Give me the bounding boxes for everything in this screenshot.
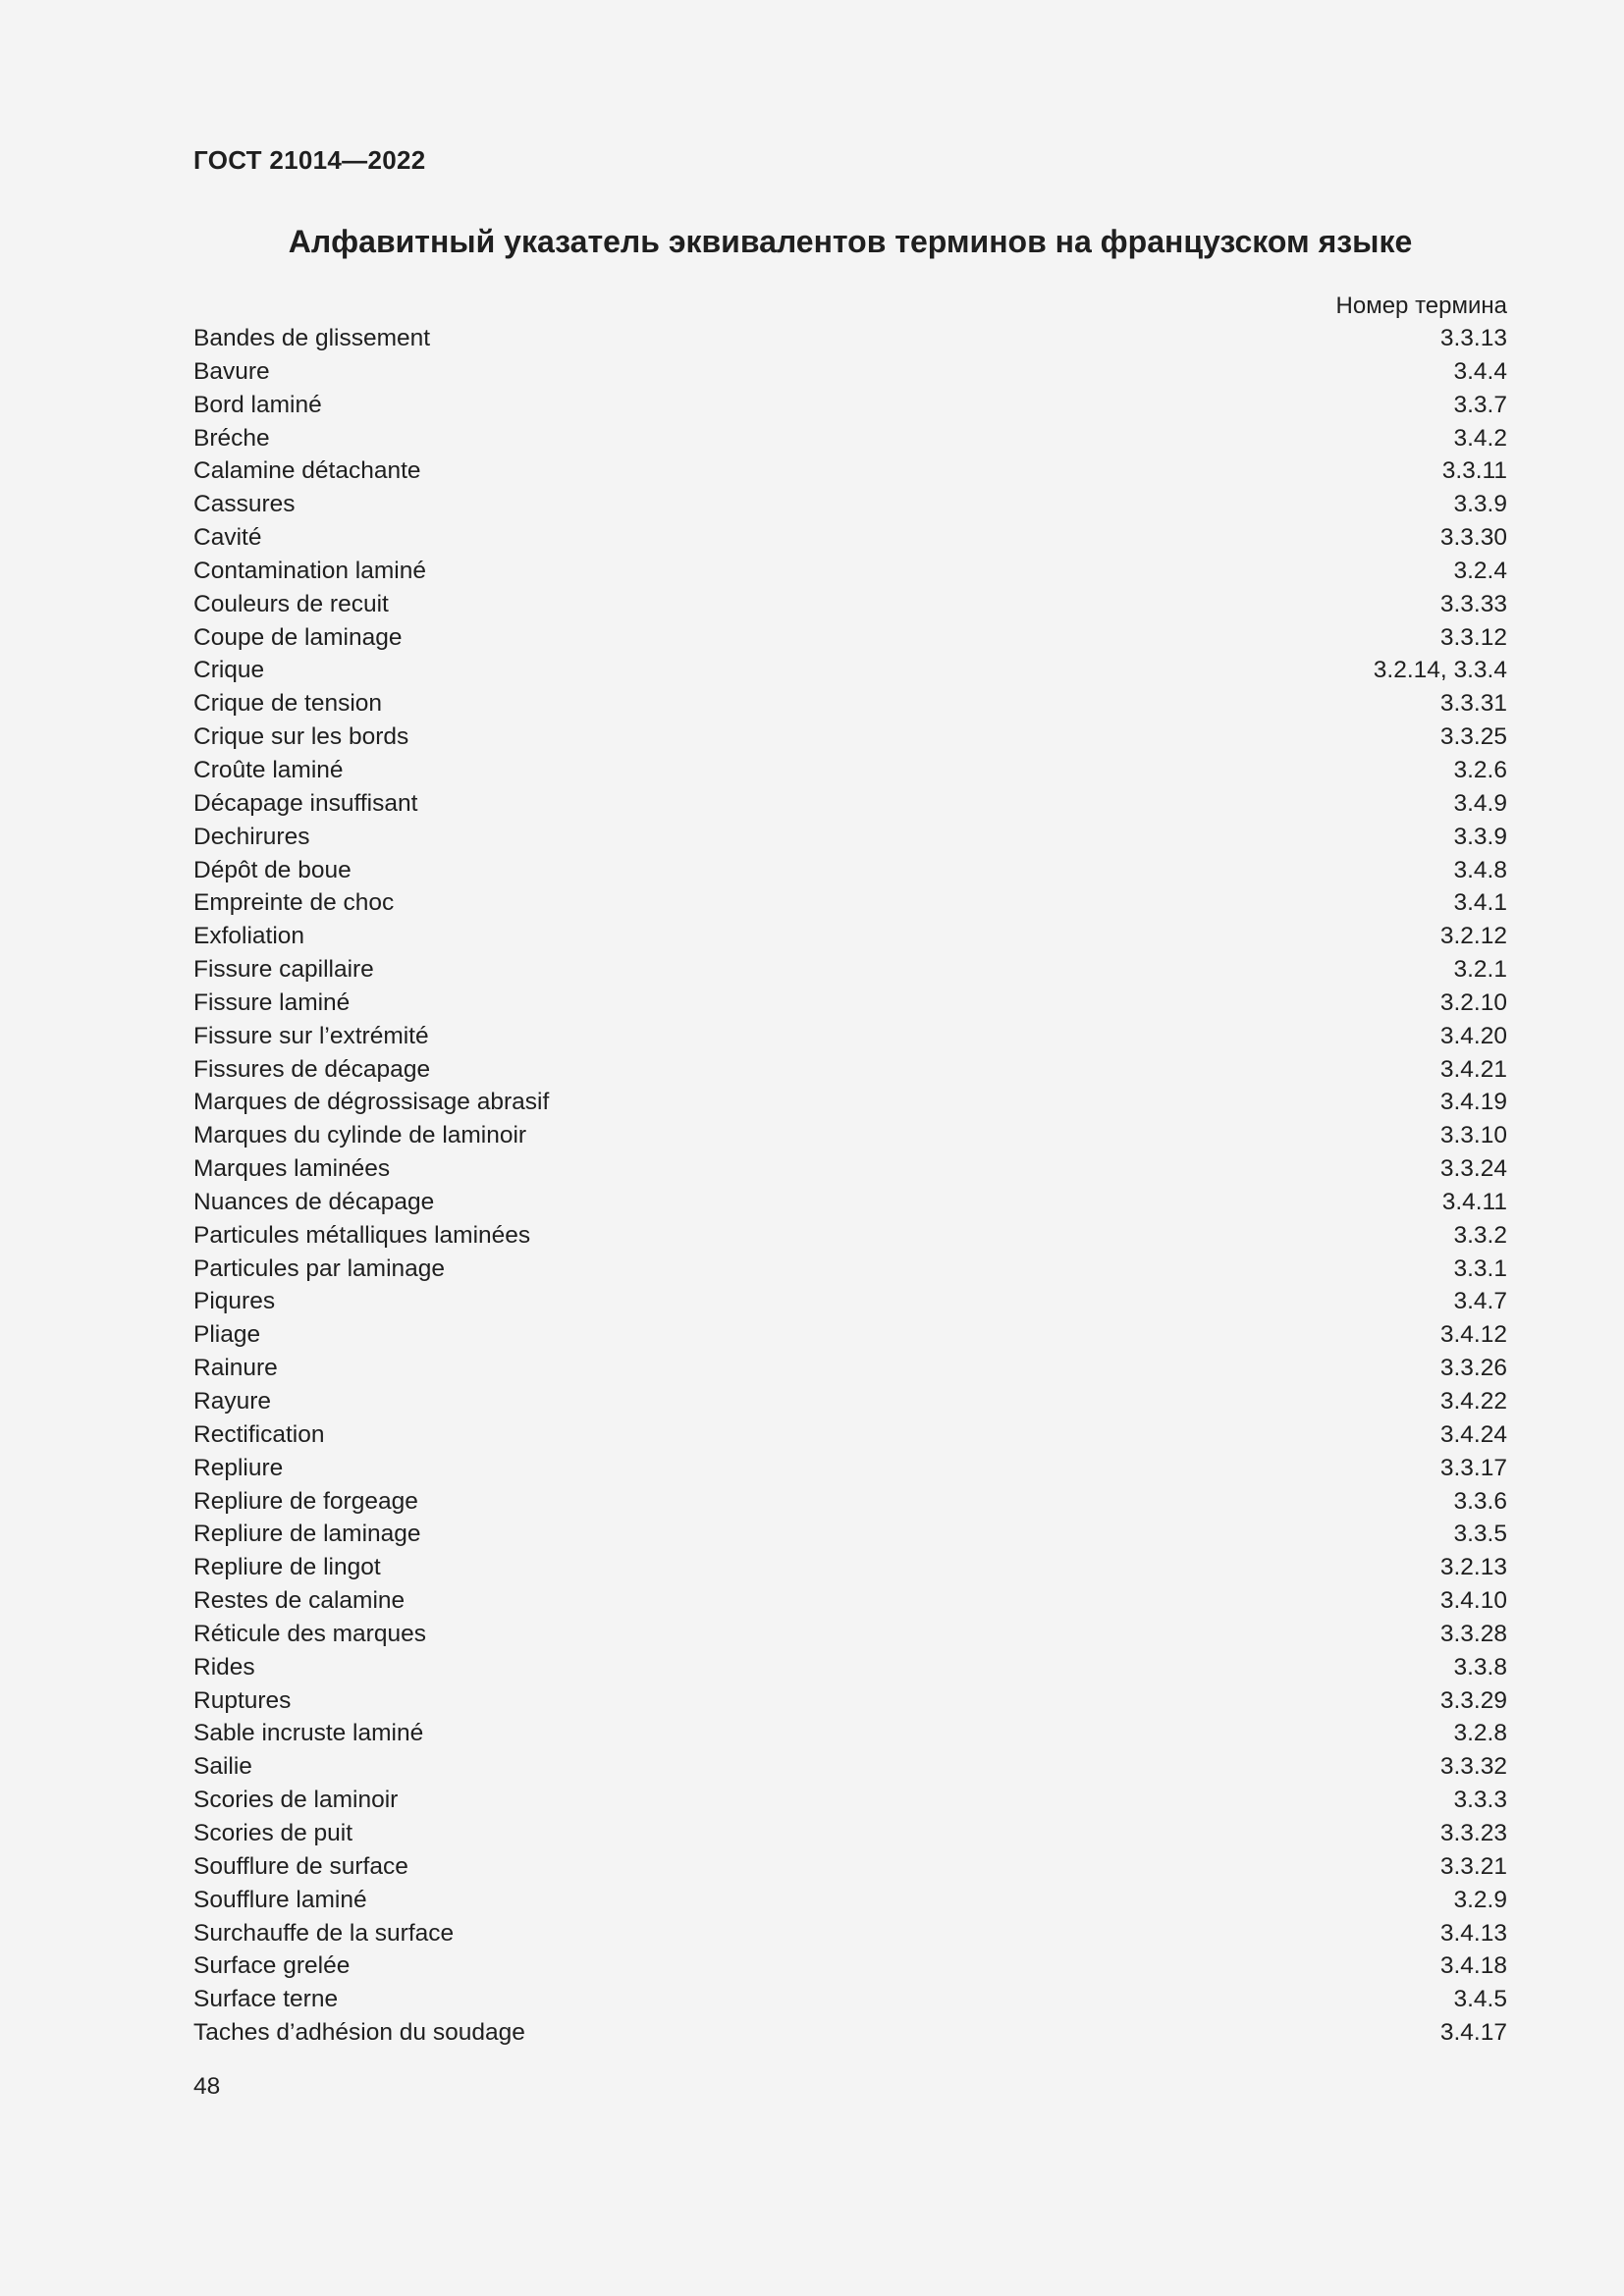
term-name: Repliure de lingot [193, 1554, 381, 1581]
term-number: 3.3.13 [1439, 325, 1507, 351]
term-name: Surface terne [193, 1986, 339, 2013]
term-number: 3.2.12 [1439, 923, 1507, 950]
term-number: 3.3.31 [1439, 690, 1507, 718]
index-entry [193, 1219, 1507, 1253]
index-entry [193, 389, 1507, 422]
index-entry [193, 1884, 1507, 1917]
index-entry [193, 1518, 1507, 1551]
term-name: Crique de tension [193, 690, 383, 718]
term-name: Crique [193, 657, 265, 684]
term-number: 3.3.7 [1453, 391, 1507, 418]
term-number: 3.3.9 [1453, 823, 1507, 850]
term-number: 3.4.21 [1439, 1055, 1507, 1083]
index-entry [193, 1318, 1507, 1352]
term-name: Repliure de forgeage [193, 1487, 418, 1515]
index-entry [193, 1850, 1507, 1884]
term-number: 3.3.3 [1453, 1787, 1507, 1814]
term-number: 3.2.10 [1439, 988, 1507, 1016]
term-name: Rectification [193, 1420, 325, 1448]
term-name: Contamination laminé [193, 557, 426, 584]
term-name: Bréche [193, 424, 270, 452]
term-name: Surface grelée [193, 1952, 351, 1980]
index-entry [193, 1651, 1507, 1684]
term-name: Croûte laminé [193, 756, 344, 783]
term-number: 3.4.8 [1453, 856, 1507, 883]
index-entry [193, 687, 1507, 721]
term-number: 3.3.1 [1453, 1255, 1507, 1282]
term-number: 3.4.11 [1441, 1188, 1507, 1215]
term-number: 3.3.25 [1439, 723, 1507, 751]
term-name: Rides [193, 1653, 255, 1681]
term-name: Marques de dégrossisage abrasif [193, 1089, 550, 1116]
index-entry [193, 920, 1507, 953]
term-number: 3.3.24 [1439, 1155, 1507, 1183]
document-code: ГОСТ 21014—2022 [193, 145, 426, 175]
index-entry [193, 555, 1507, 588]
index-entry [193, 1285, 1507, 1318]
term-number: 3.2.14, 3.3.4 [1373, 657, 1507, 684]
term-name: Crique sur les bords [193, 723, 409, 751]
term-number: 3.3.6 [1453, 1487, 1507, 1515]
term-name: Dechirures [193, 823, 310, 850]
term-name: Soufflure laminé [193, 1886, 367, 1913]
index-entry [193, 821, 1507, 854]
term-number: 3.2.1 [1453, 956, 1507, 984]
term-name: Bandes de glissement [193, 325, 431, 351]
term-name: Scories de puit [193, 1819, 353, 1846]
term-name: Marques du cylinde de laminoir [193, 1122, 527, 1149]
term-number: 3.3.29 [1439, 1686, 1507, 1714]
index-entry [193, 1086, 1507, 1119]
index-entry [193, 2016, 1507, 2050]
index-entry [193, 654, 1507, 687]
index-entry [193, 521, 1507, 555]
term-number: 3.4.24 [1439, 1420, 1507, 1448]
index-entry [193, 1717, 1507, 1750]
term-number: 3.3.33 [1439, 590, 1507, 617]
term-name: Rainure [193, 1355, 278, 1382]
term-number: 3.3.8 [1453, 1653, 1507, 1681]
index-entry [193, 787, 1507, 821]
term-number: 3.4.5 [1453, 1986, 1507, 2013]
term-number: 3.2.13 [1439, 1554, 1507, 1581]
term-number: 3.3.32 [1439, 1753, 1507, 1781]
term-number: 3.4.19 [1439, 1089, 1507, 1116]
term-name: Exfoliation [193, 923, 305, 950]
index-entry [193, 422, 1507, 455]
term-name: Cassures [193, 491, 296, 518]
term-name: Particules métalliques laminées [193, 1221, 531, 1249]
index-entry [193, 886, 1507, 920]
index-entry [193, 987, 1507, 1020]
term-name: Sailie [193, 1753, 252, 1781]
index-entry [193, 322, 1507, 355]
index-entry [193, 355, 1507, 389]
term-name: Calamine détachante [193, 457, 421, 485]
term-name: Taches d’adhésion du soudage [193, 2019, 525, 2047]
term-number: 3.4.18 [1439, 1952, 1507, 1980]
term-number: 3.2.4 [1453, 557, 1507, 584]
term-name: Cavité [193, 524, 262, 552]
index-entry [193, 1917, 1507, 1950]
term-number: 3.4.13 [1439, 1919, 1507, 1947]
term-number: 3.4.22 [1439, 1388, 1507, 1415]
term-number: 3.2.9 [1453, 1886, 1507, 1913]
term-name: Coupe de laminage [193, 623, 403, 651]
term-index-list [193, 322, 1507, 2050]
term-name: Repliure de laminage [193, 1521, 421, 1548]
term-name: Fissure laminé [193, 988, 351, 1016]
index-entry [193, 588, 1507, 621]
term-number: 3.4.1 [1453, 889, 1507, 917]
index-entry [193, 1551, 1507, 1584]
term-name: Soufflure de surface [193, 1852, 408, 1880]
index-entry [193, 488, 1507, 521]
index-entry [193, 1253, 1507, 1286]
index-entry [193, 1584, 1507, 1618]
index-entry [193, 1186, 1507, 1219]
index-entry [193, 754, 1507, 787]
index-entry [193, 1152, 1507, 1186]
term-number: 3.3.12 [1439, 623, 1507, 651]
term-number: 3.3.2 [1453, 1221, 1507, 1249]
term-name: Bord laminé [193, 391, 322, 418]
index-entry [193, 854, 1507, 887]
index-entry [193, 953, 1507, 987]
index-entry [193, 454, 1507, 488]
term-number: 3.4.17 [1439, 2019, 1507, 2047]
term-name: Fissure capillaire [193, 956, 374, 984]
term-name: Pliage [193, 1321, 261, 1349]
term-number: 3.4.9 [1453, 789, 1507, 817]
term-number: 3.4.7 [1453, 1288, 1507, 1315]
term-number: 3.3.9 [1453, 491, 1507, 518]
term-number: 3.3.11 [1441, 457, 1507, 485]
term-number: 3.3.21 [1439, 1852, 1507, 1880]
term-number: 3.3.30 [1439, 524, 1507, 552]
index-entry [193, 1418, 1507, 1452]
term-name: Piqures [193, 1288, 276, 1315]
term-number: 3.4.12 [1439, 1321, 1507, 1349]
index-entry [193, 1352, 1507, 1385]
index-entry [193, 1119, 1507, 1152]
term-name: Réticule des marques [193, 1620, 426, 1647]
index-entry [193, 1452, 1507, 1485]
index-entry [193, 1684, 1507, 1718]
term-name: Sable incruste laminé [193, 1720, 424, 1747]
term-number: 3.3.5 [1453, 1521, 1507, 1548]
term-name: Fissure sur l’extrémité [193, 1022, 429, 1049]
index-entry [193, 1020, 1507, 1053]
term-number: 3.3.10 [1439, 1122, 1507, 1149]
term-number: 3.2.8 [1453, 1720, 1507, 1747]
index-entry [193, 1784, 1507, 1817]
index-entry [193, 1385, 1507, 1418]
column-header-term-number: Номер термина [1335, 293, 1507, 319]
term-number: 3.4.4 [1453, 357, 1507, 385]
index-entry [193, 1750, 1507, 1784]
index-entry [193, 1817, 1507, 1850]
index-title: Алфавитный указатель эквивалентов терминов на французском языке [288, 224, 1413, 259]
term-name: Fissures de décapage [193, 1055, 431, 1083]
index-entry [193, 1485, 1507, 1519]
term-name: Décapage insuffisant [193, 789, 418, 817]
term-number: 3.3.23 [1439, 1819, 1507, 1846]
term-number: 3.4.2 [1453, 424, 1507, 452]
index-entry [193, 1053, 1507, 1087]
term-name: Couleurs de recuit [193, 590, 389, 617]
term-name: Nuances de décapage [193, 1188, 435, 1215]
term-number: 3.3.28 [1439, 1620, 1507, 1647]
index-entry [193, 621, 1507, 655]
term-name: Scories de laminoir [193, 1787, 399, 1814]
term-name: Particules par laminage [193, 1255, 446, 1282]
term-name: Surchauffe de la surface [193, 1919, 455, 1947]
term-number: 3.3.17 [1439, 1454, 1507, 1481]
term-number: 3.2.6 [1453, 756, 1507, 783]
term-name: Restes de calamine [193, 1587, 406, 1615]
page-number: 48 [193, 2073, 221, 2100]
term-number: 3.3.26 [1439, 1355, 1507, 1382]
index-entry [193, 1949, 1507, 1983]
term-name: Dépôt de boue [193, 856, 352, 883]
term-name: Repliure [193, 1454, 284, 1481]
term-name: Empreinte de choc [193, 889, 395, 917]
term-number: 3.4.10 [1439, 1587, 1507, 1615]
term-number: 3.4.20 [1439, 1022, 1507, 1049]
term-name: Bavure [193, 357, 270, 385]
index-entry [193, 1983, 1507, 2016]
term-name: Marques laminées [193, 1155, 391, 1183]
index-entry [193, 1618, 1507, 1651]
term-name: Rayure [193, 1388, 271, 1415]
term-name: Ruptures [193, 1686, 292, 1714]
index-entry [193, 721, 1507, 754]
